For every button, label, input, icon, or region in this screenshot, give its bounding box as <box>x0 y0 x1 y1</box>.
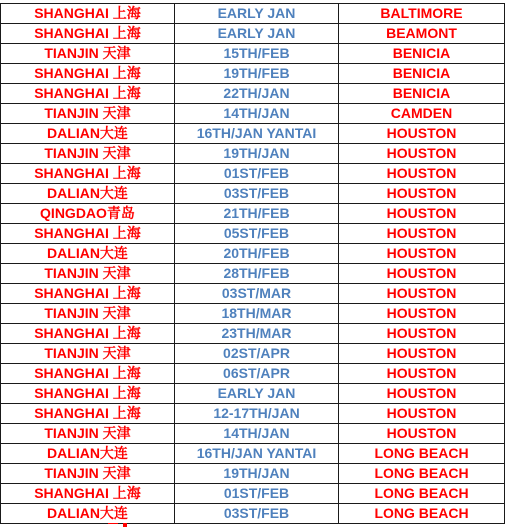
destination-port-cell[interactable]: HOUSTON <box>339 264 505 284</box>
origin-port-cell[interactable]: TIANJIN 天津 <box>1 304 175 324</box>
sailing-date-cell[interactable]: 19TH/JAN <box>175 464 339 484</box>
destination-port-cell[interactable]: BENICIA <box>339 64 505 84</box>
destination-port-cell[interactable]: BALTIMORE <box>339 4 505 24</box>
cut-off-text-fragment <box>108 523 118 528</box>
table-row <box>1 84 505 104</box>
table-row <box>1 504 505 524</box>
table-row <box>1 164 505 184</box>
sailing-date-cell[interactable]: 19TH/JAN <box>175 144 339 164</box>
sailing-date-cell[interactable]: 19TH/FEB <box>175 64 339 84</box>
origin-port-cell[interactable]: SHANGHAI 上海 <box>1 24 175 44</box>
sailing-date-cell[interactable]: 06ST/APR <box>175 364 339 384</box>
destination-port-cell[interactable]: HOUSTON <box>339 424 505 444</box>
table-row <box>1 24 505 44</box>
table-row <box>1 144 505 164</box>
origin-port-cell[interactable]: TIANJIN 天津 <box>1 144 175 164</box>
origin-port-cell[interactable]: DALIAN大连 <box>1 444 175 464</box>
sailing-date-cell[interactable]: 05ST/FEB <box>175 224 339 244</box>
sailing-date-cell[interactable]: 20TH/FEB <box>175 244 339 264</box>
sailing-date-cell[interactable]: 21TH/FEB <box>175 204 339 224</box>
destination-port-cell[interactable]: LONG BEACH <box>339 484 505 504</box>
origin-port-cell[interactable]: SHANGHAI 上海 <box>1 404 175 424</box>
origin-port-cell[interactable]: SHANGHAI 上海 <box>1 84 175 104</box>
table-row <box>1 104 505 124</box>
origin-port-cell[interactable]: SHANGHAI 上海 <box>1 364 175 384</box>
table-row <box>1 324 505 344</box>
origin-port-cell[interactable]: TIANJIN 天津 <box>1 424 175 444</box>
destination-port-cell[interactable]: HOUSTON <box>339 244 505 264</box>
sailing-date-cell[interactable]: EARLY JAN <box>175 384 339 404</box>
sailing-date-cell[interactable]: 01ST/FEB <box>175 164 339 184</box>
sailing-date-cell[interactable]: 22TH/JAN <box>175 84 339 104</box>
origin-port-cell[interactable]: TIANJIN 天津 <box>1 264 175 284</box>
table-row <box>1 224 505 244</box>
sailing-date-cell[interactable]: 15TH/FEB <box>175 44 339 64</box>
destination-port-cell[interactable]: HOUSTON <box>339 344 505 364</box>
destination-port-cell[interactable]: HOUSTON <box>339 324 505 344</box>
table-row <box>1 244 505 264</box>
destination-port-cell[interactable]: BENICIA <box>339 44 505 64</box>
sailing-date-cell[interactable]: 16TH/JAN YANTAI <box>175 124 339 144</box>
destination-port-cell[interactable]: HOUSTON <box>339 304 505 324</box>
table-row <box>1 44 505 64</box>
table-row <box>1 364 505 384</box>
sailing-date-cell[interactable]: 03ST/FEB <box>175 504 339 524</box>
origin-port-cell[interactable]: SHANGHAI 上海 <box>1 284 175 304</box>
table-row <box>1 424 505 444</box>
table-row <box>1 264 505 284</box>
destination-port-cell[interactable]: HOUSTON <box>339 224 505 244</box>
table-row <box>1 444 505 464</box>
sailing-date-cell[interactable]: EARLY JAN <box>175 4 339 24</box>
sailing-date-cell[interactable]: 12-17TH/JAN <box>175 404 339 424</box>
origin-port-cell[interactable]: DALIAN大连 <box>1 244 175 264</box>
table-row <box>1 464 505 484</box>
destination-port-cell[interactable]: CAMDEN <box>339 104 505 124</box>
table-row <box>1 4 505 24</box>
destination-port-cell[interactable]: HOUSTON <box>339 184 505 204</box>
origin-port-cell[interactable]: TIANJIN 天津 <box>1 104 175 124</box>
table-row <box>1 124 505 144</box>
sailing-date-cell[interactable]: 18TH/MAR <box>175 304 339 324</box>
destination-port-cell[interactable]: LONG BEACH <box>339 464 505 484</box>
destination-port-cell[interactable]: LONG BEACH <box>339 444 505 464</box>
origin-port-cell[interactable]: SHANGHAI 上海 <box>1 384 175 404</box>
table-row <box>1 204 505 224</box>
partially-visible-row <box>0 523 509 528</box>
sailing-date-cell[interactable]: 16TH/JAN YANTAI <box>175 444 339 464</box>
table-row <box>1 184 505 204</box>
origin-port-cell[interactable]: TIANJIN 天津 <box>1 44 175 64</box>
destination-port-cell[interactable]: LONG BEACH <box>339 504 505 524</box>
destination-port-cell[interactable]: HOUSTON <box>339 144 505 164</box>
origin-port-cell[interactable]: TIANJIN 天津 <box>1 344 175 364</box>
table-row <box>1 484 505 504</box>
destination-port-cell[interactable]: HOUSTON <box>339 404 505 424</box>
origin-port-cell[interactable]: DALIAN大连 <box>1 184 175 204</box>
origin-port-cell[interactable]: SHANGHAI 上海 <box>1 64 175 84</box>
destination-port-cell[interactable]: HOUSTON <box>339 364 505 384</box>
origin-port-cell[interactable]: DALIAN大连 <box>1 504 175 524</box>
sailing-date-cell[interactable]: EARLY JAN <box>175 24 339 44</box>
destination-port-cell[interactable]: HOUSTON <box>339 384 505 404</box>
sailing-date-cell[interactable]: 03ST/MAR <box>175 284 339 304</box>
destination-port-cell[interactable]: HOUSTON <box>339 124 505 144</box>
shipping-schedule-table <box>0 3 505 524</box>
table-row <box>1 384 505 404</box>
table-row <box>1 344 505 364</box>
sailing-date-cell[interactable]: 01ST/FEB <box>175 484 339 504</box>
origin-port-cell[interactable]: TIANJIN 天津 <box>1 464 175 484</box>
origin-port-cell[interactable]: SHANGHAI 上海 <box>1 4 175 24</box>
table-row <box>1 404 505 424</box>
sailing-date-cell[interactable]: 23TH/MAR <box>175 324 339 344</box>
destination-port-cell[interactable]: HOUSTON <box>339 284 505 304</box>
cut-off-text-fragment <box>123 523 127 527</box>
origin-port-cell[interactable]: SHANGHAI 上海 <box>1 484 175 504</box>
origin-port-cell[interactable]: SHANGHAI 上海 <box>1 224 175 244</box>
destination-port-cell[interactable]: BENICIA <box>339 84 505 104</box>
destination-port-cell[interactable]: HOUSTON <box>339 164 505 184</box>
destination-port-cell[interactable]: BEAMONT <box>339 24 505 44</box>
table-row <box>1 284 505 304</box>
sailing-date-cell[interactable]: 02ST/APR <box>175 344 339 364</box>
destination-port-cell[interactable]: HOUSTON <box>339 204 505 224</box>
sailing-date-cell[interactable]: 03ST/FEB <box>175 184 339 204</box>
sailing-date-cell[interactable]: 28TH/FEB <box>175 264 339 284</box>
origin-port-cell[interactable]: SHANGHAI 上海 <box>1 324 175 344</box>
sailing-date-cell[interactable]: 14TH/JAN <box>175 104 339 124</box>
origin-port-cell[interactable]: QINGDAO青岛 <box>1 204 175 224</box>
table-row <box>1 304 505 324</box>
origin-port-cell[interactable]: DALIAN大连 <box>1 124 175 144</box>
origin-port-cell[interactable]: SHANGHAI 上海 <box>1 164 175 184</box>
sailing-date-cell[interactable]: 14TH/JAN <box>175 424 339 444</box>
table-body <box>1 4 505 524</box>
table-row <box>1 64 505 84</box>
